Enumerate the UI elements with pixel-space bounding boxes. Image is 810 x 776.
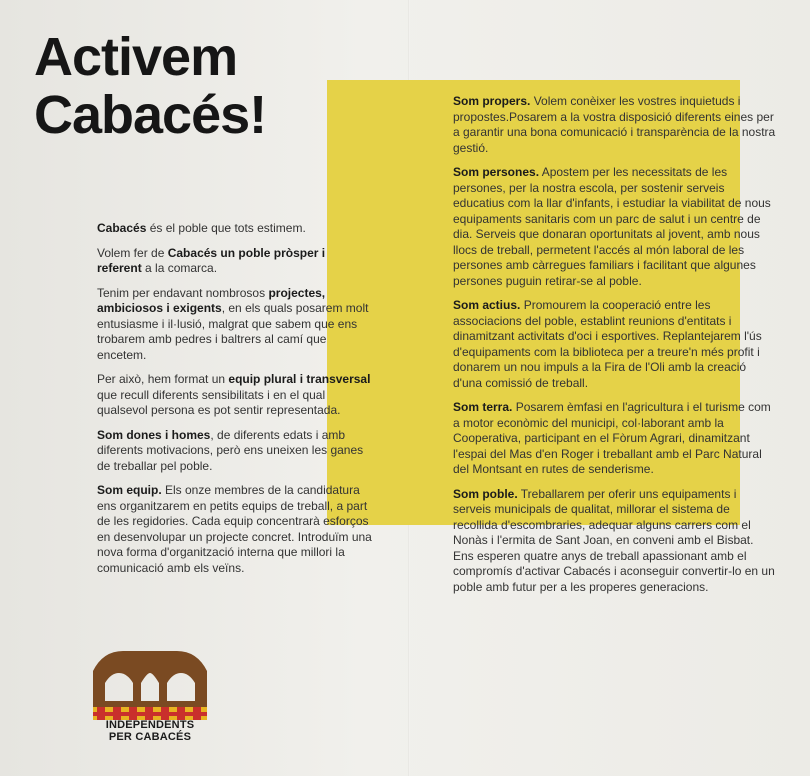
paragraph bbox=[97, 483, 373, 576]
right-column-text bbox=[453, 94, 777, 604]
bold-text: Som terra. bbox=[453, 400, 513, 414]
text-run: Promourem la cooperació entre les associacions del poble, establint reunions d'entitats i dinamitzant activitats d'oci i esportives. Replantejarem l'ús d'equipaments com la biblioteca per a treure'n més profit i donarem un nou impuls a la Fira de l'Oli amb la creació d'una comissió de treball. bbox=[453, 298, 762, 390]
left-column-text bbox=[97, 221, 373, 585]
logo-line-1: INDEPENDENTS bbox=[105, 719, 195, 731]
text-run: és el poble que tots estimem. bbox=[146, 221, 306, 235]
bold-text: projectes, ambiciosos i exigents bbox=[97, 285, 326, 315]
paragraph bbox=[97, 221, 373, 237]
text-run: Els onze membres de la candidatura ens organitzarem en petits equips de treball, a part de les regidories. Cada equip concentrarà esforços en desenvolupar un projecte concret. Introduïm una nova forma d'organització interna que millori la comunicació amb els veïns. bbox=[97, 483, 372, 575]
paragraph bbox=[97, 246, 373, 277]
bold-text: Cabacés bbox=[97, 221, 147, 235]
logo-line-2: PER CABACÉS bbox=[108, 731, 192, 743]
title-line-2: Cabacés! bbox=[34, 85, 267, 145]
title-line-1: Activem bbox=[34, 27, 238, 87]
bold-text: Cabacés un poble pròsper i referent bbox=[97, 245, 326, 275]
paragraph bbox=[97, 286, 373, 364]
paragraph bbox=[453, 94, 777, 156]
bold-text: Som equip. bbox=[97, 483, 162, 497]
text-run: Apostem per les necessitats de les persones, per la nostra escola, per sostenir serveis educatius com la llar d'infants, i estudiar la viabilitat de nous equipaments sanitaris com un parc de salut i un centre de dia. Serveis que donaran oportunitats al jovent, amb nous llocs de treball, permetent l'accés al món laboral de les persones amb càrregues familiars i facilitant que algunes persones puguin retirar-se al poble. bbox=[453, 165, 771, 288]
text-run: Posarem èmfasi en l'agricultura i el turisme com a motor econòmic del municipi, col·laborant amb la Cooperativa, participant en el Fòrum Agrari, dinamitzant l'espai del Mas d'en Roger i treballant amb el Parc Natural del Montsant en rutes de senderisme. bbox=[453, 400, 771, 476]
paragraph bbox=[97, 372, 373, 419]
page-title bbox=[34, 28, 324, 144]
text-run: , de diferents edats i amb diferents motivacions, però ens uneixen les ganes de treballar pel poble. bbox=[97, 427, 364, 473]
text-run: Volem fer de bbox=[97, 245, 168, 260]
bold-text: Som actius. bbox=[453, 298, 521, 312]
text-run: , en els quals posarem molt entusiasme i il·lusió, malgrat que sabem que ens trobarem amb pedres i baltrers al camí que encetem. bbox=[97, 301, 369, 362]
text-run: Per això, hem format un bbox=[97, 372, 229, 386]
paragraph bbox=[97, 428, 373, 475]
paragraph bbox=[453, 487, 777, 596]
text-run: Volem conèixer les vostres inquietuds i propostes.Posarem a la vostra disposició diferents eines per a garantir una bona comunicació i transparència de la nostra gestió. bbox=[453, 94, 776, 155]
logo-text bbox=[89, 719, 211, 743]
paragraph bbox=[453, 400, 777, 478]
bold-text: equip plural i transversal bbox=[228, 372, 371, 386]
paragraph bbox=[453, 298, 777, 391]
text-run: que recull diferents sensibilitats i en el qual qualsevol persona es pot sentir representada. bbox=[97, 387, 341, 417]
bold-text: Som propers. bbox=[453, 94, 531, 108]
text-run: a la comarca. bbox=[141, 261, 218, 275]
bold-text: Som poble. bbox=[453, 486, 518, 501]
bold-text: Som persones. bbox=[453, 165, 540, 179]
paragraph bbox=[453, 165, 777, 289]
text-run: Treballarem per oferir uns equipaments i serveis municipals de qualitat, millorar el sistema de recollida d'escombraries, adequar alguns carrers com el Nonàs i l'ermita de Sant Joan, en conveni amb el Bisbat. Ens esperen quatre anys de treball apassionant amb el compromís d'activar Cabacés i aconseguir convertir-lo en un poble amb futur per a les properes generacions. bbox=[453, 486, 775, 594]
text-run: Tenim per endavant nombrosos bbox=[97, 285, 269, 300]
bold-text: Som dones i homes bbox=[97, 427, 211, 442]
